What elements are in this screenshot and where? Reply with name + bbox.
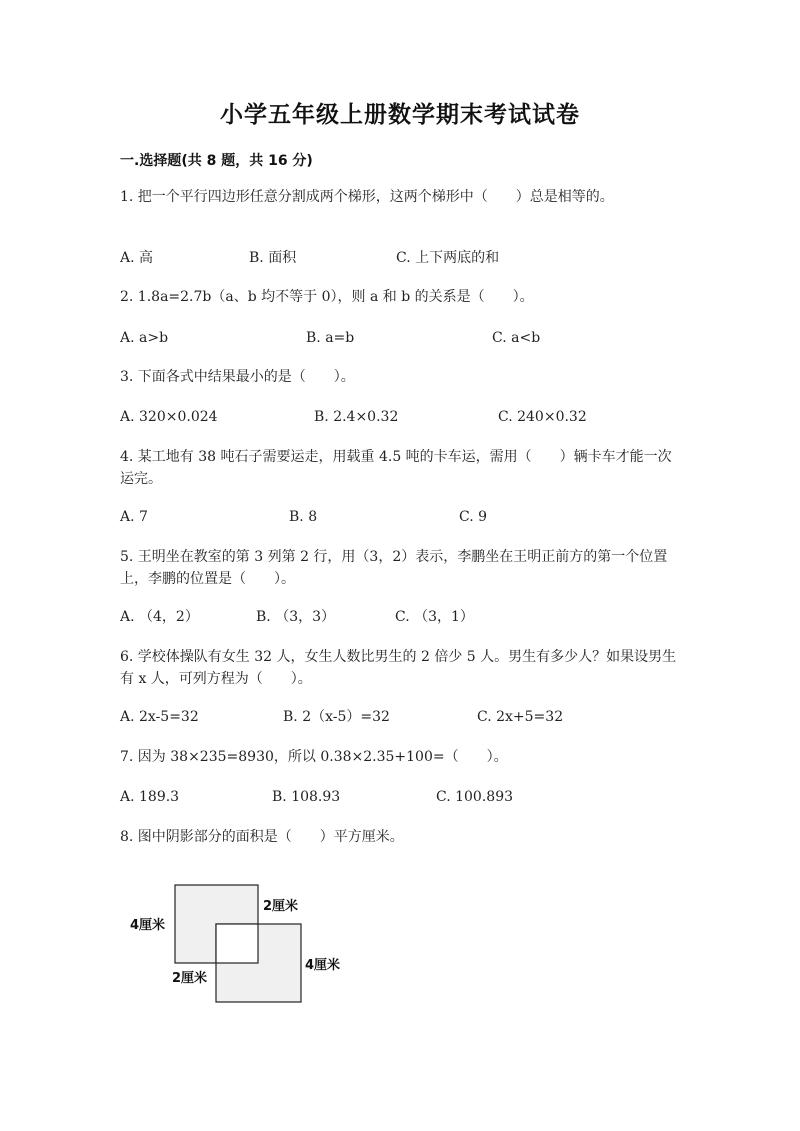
q7-option-b[interactable]: B. 108.93 — [272, 789, 341, 805]
q5-option-c[interactable]: C. （3，1） — [395, 609, 474, 625]
label-bottom-left: 2厘米 — [172, 971, 208, 986]
q2-option-c[interactable]: C. a<b — [492, 330, 541, 346]
q3-option-a[interactable]: A. 320×0.024 — [120, 409, 218, 425]
page-title: 小学五年级上册数学期末考试试卷 — [220, 102, 580, 128]
question-3: 3. 下面各式中结果最小的是（ ）。 — [120, 369, 355, 385]
question-5: 5. 王明坐在教室的第 3 列第 2 行，用（3，2）表示，李鹏坐在王明正前方的第一个位置上，李鹏的位置是（ ）。 — [120, 549, 668, 587]
q6-option-c[interactable]: C. 2x+5=32 — [477, 709, 564, 725]
question-2: 2. 1.8a=2.7b（a、b 均不等于 0），则 a 和 b 的关系是（ ）。 — [120, 289, 534, 305]
question-7: 7. 因为 38×235=8930，所以 0.38×2.35+100=（ ）。 — [120, 749, 508, 765]
q7-option-a[interactable]: A. 189.3 — [120, 789, 180, 805]
q1-option-a[interactable]: A. 高 — [120, 250, 154, 266]
question-8: 8. 图中阴影部分的面积是（ ）平方厘米。 — [120, 829, 404, 845]
overlap-square — [216, 924, 258, 963]
q4-option-c[interactable]: C. 9 — [459, 509, 488, 525]
q1-option-b[interactable]: B. 面积 — [249, 250, 297, 266]
label-left: 4厘米 — [130, 918, 166, 933]
question-4: 4. 某工地有 38 吨石子需要运走，用载重 4.5 吨的卡车运，需用（ ）辆卡车才能一次运完。 — [120, 449, 672, 487]
q5-option-b[interactable]: B. （3，3） — [256, 609, 336, 625]
q4-option-a[interactable]: A. 7 — [120, 509, 148, 525]
question-6: 6. 学校体操队有女生 32 人，女生人数比男生的 2 倍少 5 人。男生有多少人？如果设男生有 x 人，可列方程为（ ）。 — [120, 649, 677, 687]
q4-option-b[interactable]: B. 8 — [289, 509, 318, 525]
label-right: 4厘米 — [305, 958, 341, 973]
label-top-right: 2厘米 — [263, 899, 299, 914]
q6-option-a[interactable]: A. 2x-5=32 — [120, 709, 199, 725]
q2-option-a[interactable]: A. a>b — [120, 330, 169, 346]
q7-option-c[interactable]: C. 100.893 — [436, 789, 514, 805]
q2-option-b[interactable]: B. a=b — [306, 330, 355, 346]
q5-option-a[interactable]: A. （4，2） — [120, 609, 199, 625]
q6-option-b[interactable]: B. 2（x-5）=32 — [283, 709, 390, 725]
section-heading: 一.选择题(共 8 题，共 16 分) — [120, 153, 313, 169]
q3-option-b[interactable]: B. 2.4×0.32 — [314, 409, 399, 425]
q3-option-c[interactable]: C. 240×0.32 — [498, 409, 587, 425]
q1-option-c[interactable]: C. 上下两底的和 — [396, 250, 500, 266]
question-1: 1. 把一个平行四边形任意分割成两个梯形，这两个梯形中（ ）总是相等的。 — [120, 189, 614, 205]
